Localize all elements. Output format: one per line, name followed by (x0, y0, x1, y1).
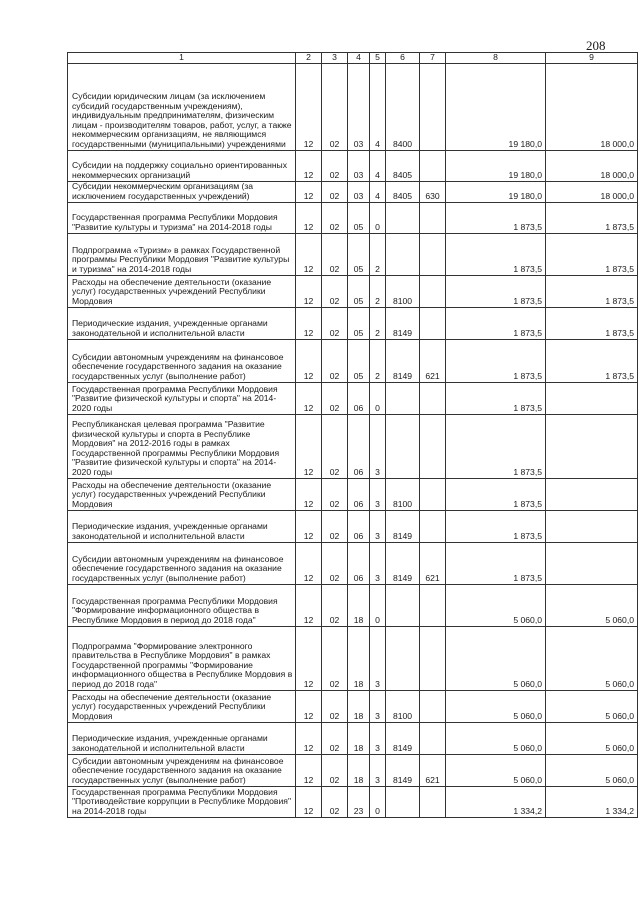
row-section: 02 (322, 202, 348, 233)
table-row (68, 339, 638, 382)
row-program: 4 (370, 181, 386, 202)
row-code: 12 (296, 414, 322, 478)
row-expense-type (420, 202, 446, 233)
row-section: 02 (322, 181, 348, 202)
row-section: 02 (322, 233, 348, 275)
row-target (386, 202, 420, 233)
row-amount-year2: 5 060,0 (546, 722, 638, 754)
row-program: 3 (370, 690, 386, 722)
row-expense-type (420, 510, 446, 542)
row-section: 02 (322, 150, 348, 181)
table-row (68, 510, 638, 542)
row-name: Субсидии юридическим лицам (за исключением субсидий государственным учреждениям), индивидуальным предпринимателям, физическим лицам - производителям товаров, работ, услуг, а также некоммерческим организациям, не являющимся государственными (муниципальными) учреждениями (68, 63, 296, 150)
row-section: 02 (322, 690, 348, 722)
row-section: 02 (322, 63, 348, 150)
row-amount-year2: 1 873,5 (546, 307, 638, 339)
row-expense-type (420, 382, 446, 414)
row-amount-year2: 5 060,0 (546, 626, 638, 690)
row-subsection: 06 (348, 542, 370, 584)
row-name: Республиканская целевая программа "Развитие физической культуры и спорта в Республике Мордовия" на 2012-2016 годы в рамках Государственной программы Республики Мордовия "Развитие физической культуры и спорта" на 2014-2020 годы (68, 414, 296, 478)
row-code: 12 (296, 181, 322, 202)
table-header-row (68, 53, 638, 64)
row-code: 12 (296, 382, 322, 414)
row-subsection: 03 (348, 181, 370, 202)
table-row (68, 690, 638, 722)
table-row (68, 181, 638, 202)
row-amount-year1: 1 873,5 (446, 382, 546, 414)
row-section: 02 (322, 275, 348, 307)
row-target: 8400 (386, 63, 420, 150)
row-target (386, 414, 420, 478)
row-amount-year1: 5 060,0 (446, 584, 546, 626)
row-code: 12 (296, 307, 322, 339)
row-section: 02 (322, 510, 348, 542)
row-subsection: 18 (348, 626, 370, 690)
row-section: 02 (322, 754, 348, 786)
row-expense-type: 630 (420, 181, 446, 202)
row-subsection: 06 (348, 478, 370, 510)
row-amount-year1: 1 873,5 (446, 478, 546, 510)
table-row (68, 307, 638, 339)
row-name: Периодические издания, учрежденные органами законодательной и исполнительной власти (68, 722, 296, 754)
row-subsection: 05 (348, 202, 370, 233)
row-section: 02 (322, 542, 348, 584)
row-code: 12 (296, 202, 322, 233)
row-program: 2 (370, 307, 386, 339)
row-program: 3 (370, 722, 386, 754)
row-name: Субсидии некоммерческим организациям (за исключением государственных учреждений) (68, 181, 296, 202)
row-subsection: 23 (348, 786, 370, 817)
row-expense-type (420, 584, 446, 626)
row-amount-year2 (546, 510, 638, 542)
page-number: 208 (586, 38, 606, 53)
row-amount-year2: 18 000,0 (546, 63, 638, 150)
row-program: 3 (370, 510, 386, 542)
row-amount-year2 (546, 414, 638, 478)
row-name: Периодические издания, учрежденные органами законодательной и исполнительной власти (68, 510, 296, 542)
row-amount-year1: 1 873,5 (446, 233, 546, 275)
row-target: 8149 (386, 754, 420, 786)
row-name: Субсидии на поддержку социально ориентированных некоммерческих организаций (68, 150, 296, 181)
row-expense-type (420, 786, 446, 817)
row-amount-year1: 1 873,5 (446, 275, 546, 307)
table-row (68, 722, 638, 754)
row-section: 02 (322, 584, 348, 626)
row-target: 8100 (386, 275, 420, 307)
column-header: 2 (296, 53, 322, 64)
row-name: Периодические издания, учрежденные органами законодательной и исполнительной власти (68, 307, 296, 339)
row-program: 2 (370, 339, 386, 382)
table-row (68, 626, 638, 690)
row-name: Государственная программа Республики Мордовия "Формирование информационного общества в Республике Мордовия в период до 2018 года" (68, 584, 296, 626)
row-target (386, 382, 420, 414)
row-expense-type (420, 63, 446, 150)
row-subsection: 03 (348, 63, 370, 150)
row-name: Подпрограмма «Туризм» в рамках Государственной программы Республики Мордовия "Развитие культуры и туризма" на 2014-2018 годы (68, 233, 296, 275)
row-target: 8100 (386, 478, 420, 510)
table-row (68, 275, 638, 307)
row-expense-type (420, 626, 446, 690)
row-expense-type (420, 722, 446, 754)
column-header: 6 (386, 53, 420, 64)
row-amount-year1: 1 873,5 (446, 202, 546, 233)
row-code: 12 (296, 233, 322, 275)
row-subsection: 18 (348, 690, 370, 722)
row-target: 8149 (386, 339, 420, 382)
table-row (68, 584, 638, 626)
row-expense-type: 621 (420, 339, 446, 382)
row-target: 8149 (386, 722, 420, 754)
table-row (68, 202, 638, 233)
row-subsection: 05 (348, 307, 370, 339)
row-amount-year1: 19 180,0 (446, 150, 546, 181)
row-subsection: 18 (348, 722, 370, 754)
row-subsection: 05 (348, 275, 370, 307)
table-row (68, 786, 638, 817)
row-target: 8149 (386, 307, 420, 339)
row-code: 12 (296, 275, 322, 307)
row-amount-year2: 18 000,0 (546, 181, 638, 202)
column-header: 3 (322, 53, 348, 64)
row-program: 4 (370, 150, 386, 181)
row-amount-year2: 5 060,0 (546, 754, 638, 786)
row-name: Государственная программа Республики Мордовия "Развитие физической культуры и спорта" на 2014-2020 годы (68, 382, 296, 414)
row-target: 8149 (386, 542, 420, 584)
table-row (68, 478, 638, 510)
row-amount-year1: 1 873,5 (446, 307, 546, 339)
row-amount-year2 (546, 478, 638, 510)
row-program: 0 (370, 382, 386, 414)
row-amount-year1: 5 060,0 (446, 626, 546, 690)
row-expense-type (420, 690, 446, 722)
row-program: 0 (370, 202, 386, 233)
row-name: Расходы на обеспечение деятельности (оказание услуг) государственных учреждений Республики Мордовия (68, 478, 296, 510)
row-name: Субсидии автономным учреждениям на финансовое обеспечение государственного задания на оказание государственных услуг (выполнение работ) (68, 339, 296, 382)
row-name: Подпрограмма "Формирование электронного правительства в Республике Мордовия" в рамках Государственной программы "Формирование информационного общества в Республике Мордовия в период до 2018 года" (68, 626, 296, 690)
table-row (68, 63, 638, 150)
table-row (68, 382, 638, 414)
row-target (386, 584, 420, 626)
row-name: Расходы на обеспечение деятельности (оказание услуг) государственных учреждений Республики Мордовия (68, 275, 296, 307)
row-name: Субсидии автономным учреждениям на финансовое обеспечение государственного задания на оказание государственных услуг (выполнение работ) (68, 542, 296, 584)
row-code: 12 (296, 722, 322, 754)
row-expense-type: 621 (420, 542, 446, 584)
row-amount-year2: 1 873,5 (546, 233, 638, 275)
row-code: 12 (296, 478, 322, 510)
row-subsection: 18 (348, 584, 370, 626)
table-row (68, 754, 638, 786)
row-amount-year1: 1 334,2 (446, 786, 546, 817)
row-program: 3 (370, 626, 386, 690)
row-amount-year1: 1 873,5 (446, 510, 546, 542)
row-subsection: 06 (348, 414, 370, 478)
row-amount-year1: 5 060,0 (446, 690, 546, 722)
row-program: 0 (370, 584, 386, 626)
row-name: Государственная программа Республики Мордовия "Противодействие коррупции в Республике Мордовия" на 2014-2018 годы (68, 786, 296, 817)
row-amount-year1: 19 180,0 (446, 181, 546, 202)
row-name: Субсидии автономным учреждениям на финансовое обеспечение государственного задания на оказание государственных услуг (выполнение работ) (68, 754, 296, 786)
row-amount-year2: 1 873,5 (546, 275, 638, 307)
column-header: 5 (370, 53, 386, 64)
row-program: 3 (370, 542, 386, 584)
row-amount-year1: 5 060,0 (446, 754, 546, 786)
column-header: 1 (68, 53, 296, 64)
row-subsection: 06 (348, 382, 370, 414)
row-subsection: 18 (348, 754, 370, 786)
row-expense-type (420, 150, 446, 181)
row-target (386, 786, 420, 817)
row-code: 12 (296, 786, 322, 817)
row-section: 02 (322, 786, 348, 817)
row-code: 12 (296, 510, 322, 542)
budget-table (67, 52, 638, 818)
row-target (386, 626, 420, 690)
row-amount-year2: 1 873,5 (546, 202, 638, 233)
row-code: 12 (296, 339, 322, 382)
row-subsection: 06 (348, 510, 370, 542)
row-amount-year1: 1 873,5 (446, 414, 546, 478)
row-subsection: 03 (348, 150, 370, 181)
column-header: 8 (446, 53, 546, 64)
row-amount-year2 (546, 382, 638, 414)
table-row (68, 414, 638, 478)
row-amount-year2: 1 873,5 (546, 339, 638, 382)
row-name: Государственная программа Республики Мордовия "Развитие культуры и туризма" на 2014-2018 годы (68, 202, 296, 233)
table-row (68, 542, 638, 584)
row-code: 12 (296, 63, 322, 150)
row-amount-year2: 1 334,2 (546, 786, 638, 817)
row-code: 12 (296, 584, 322, 626)
row-program: 3 (370, 478, 386, 510)
row-amount-year1: 19 180,0 (446, 63, 546, 150)
row-target: 8405 (386, 181, 420, 202)
row-code: 12 (296, 690, 322, 722)
row-program: 0 (370, 786, 386, 817)
row-code: 12 (296, 542, 322, 584)
row-amount-year2: 5 060,0 (546, 690, 638, 722)
row-code: 12 (296, 150, 322, 181)
row-amount-year2: 5 060,0 (546, 584, 638, 626)
row-expense-type (420, 307, 446, 339)
row-expense-type (420, 478, 446, 510)
row-expense-type (420, 275, 446, 307)
table-row (68, 150, 638, 181)
row-target: 8100 (386, 690, 420, 722)
row-section: 02 (322, 478, 348, 510)
column-header: 7 (420, 53, 446, 64)
row-section: 02 (322, 339, 348, 382)
row-section: 02 (322, 382, 348, 414)
row-section: 02 (322, 414, 348, 478)
row-subsection: 05 (348, 339, 370, 382)
row-name: Расходы на обеспечение деятельности (оказание услуг) государственных учреждений Республики Мордовия (68, 690, 296, 722)
row-code: 12 (296, 626, 322, 690)
row-section: 02 (322, 307, 348, 339)
row-program: 2 (370, 233, 386, 275)
row-code: 12 (296, 754, 322, 786)
row-program: 2 (370, 275, 386, 307)
row-section: 02 (322, 722, 348, 754)
row-program: 3 (370, 414, 386, 478)
row-target (386, 233, 420, 275)
row-amount-year2: 18 000,0 (546, 150, 638, 181)
row-target: 8405 (386, 150, 420, 181)
row-expense-type: 621 (420, 754, 446, 786)
column-header: 4 (348, 53, 370, 64)
row-subsection: 05 (348, 233, 370, 275)
column-header: 9 (546, 53, 638, 64)
row-expense-type (420, 414, 446, 478)
table-row (68, 233, 638, 275)
row-program: 4 (370, 63, 386, 150)
row-section: 02 (322, 626, 348, 690)
row-amount-year1: 1 873,5 (446, 542, 546, 584)
row-expense-type (420, 233, 446, 275)
row-amount-year1: 5 060,0 (446, 722, 546, 754)
row-amount-year1: 1 873,5 (446, 339, 546, 382)
row-amount-year2 (546, 542, 638, 584)
row-target: 8149 (386, 510, 420, 542)
row-program: 3 (370, 754, 386, 786)
